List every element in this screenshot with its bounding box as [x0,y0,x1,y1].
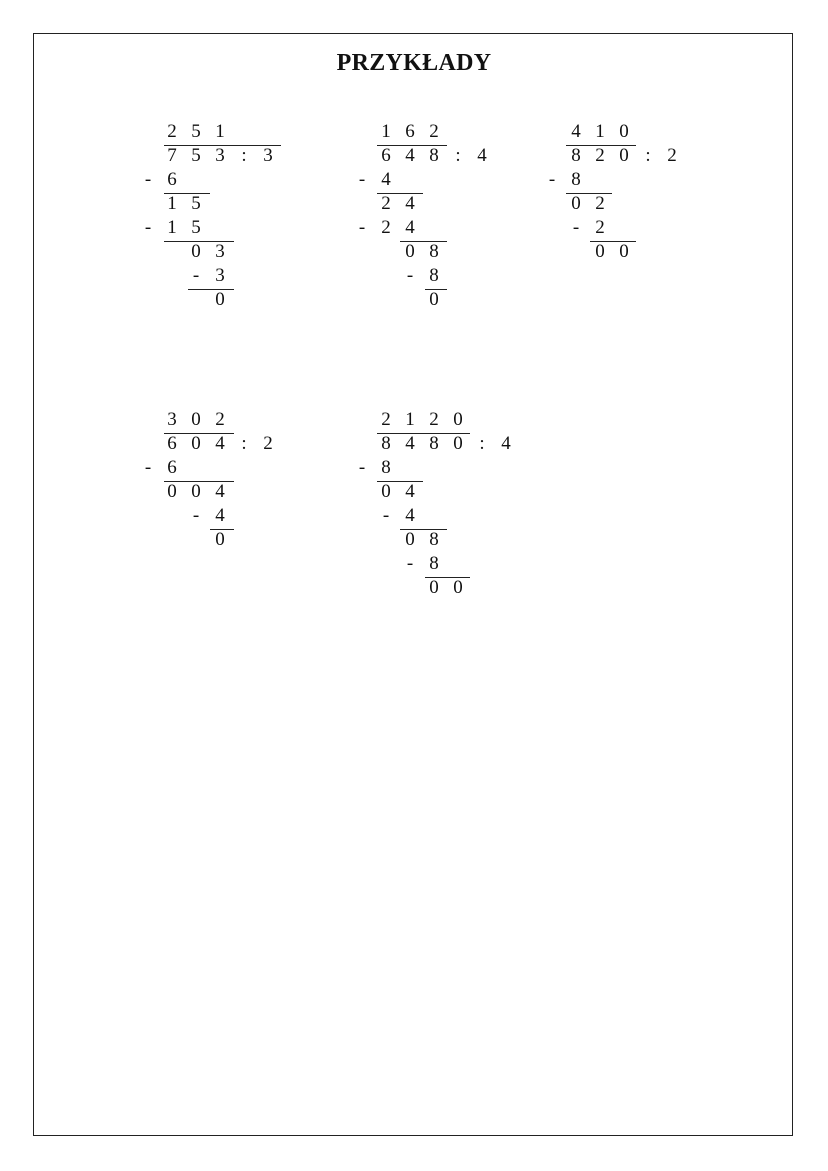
digit: 4 [405,217,415,238]
digit: 0 [405,241,415,262]
digit: 6 [167,457,177,478]
digit: 1 [405,409,415,430]
digit: 0 [453,409,463,430]
digit: 6 [167,169,177,190]
digit: 8 [429,529,439,550]
digit: 0 [191,481,201,502]
digit: 2 [429,121,439,142]
digit: 8 [381,457,391,478]
minus-sign: - [144,217,152,238]
minus-sign: - [548,169,556,190]
division-sign: : [479,433,485,454]
digit: 8 [429,145,439,166]
digit: 0 [191,433,201,454]
digit: 2 [381,193,391,214]
digit: 0 [381,481,391,502]
minus-sign: - [358,217,366,238]
minus-sign: - [192,505,200,526]
minus-sign: - [406,553,414,574]
minus-sign: - [382,505,390,526]
minus-sign: - [358,169,366,190]
digit: 0 [405,529,415,550]
division-sign: : [645,145,651,166]
digit: 0 [453,433,463,454]
digit: 0 [619,121,629,142]
minus-sign: - [358,457,366,478]
minus-sign: - [144,169,152,190]
digit: 8 [429,241,439,262]
minus-sign: - [406,265,414,286]
digit: 8 [571,145,581,166]
page-title: PRZYKŁADY [336,50,492,76]
digit: 4 [405,505,415,526]
digit: 2 [429,409,439,430]
division-sign: : [241,433,247,454]
digit: 0 [215,289,225,310]
digit: 0 [191,241,201,262]
digit: 5 [191,193,201,214]
digit: 4 [215,505,225,526]
digit: 3 [215,145,225,166]
digit: 0 [619,241,629,262]
digit: 0 [453,577,463,598]
digit: 4 [501,433,511,454]
digit: 5 [191,145,201,166]
digit: 4 [215,433,225,454]
digit: 1 [167,217,177,238]
digit: 0 [429,289,439,310]
digit: 6 [381,145,391,166]
digit: 6 [405,121,415,142]
digit: 0 [571,193,581,214]
digit: 2 [263,433,273,454]
digit: 8 [429,553,439,574]
digit: 1 [167,193,177,214]
digit: 4 [405,481,415,502]
digit: 4 [381,169,391,190]
digit: 3 [215,241,225,262]
digit: 0 [429,577,439,598]
digit: 5 [191,217,201,238]
digit: 2 [167,121,177,142]
minus-sign: - [144,457,152,478]
digit: 0 [167,481,177,502]
division-sign: : [241,145,247,166]
digit: 4 [571,121,581,142]
digit: 1 [595,121,605,142]
digit: 2 [381,217,391,238]
digit: 3 [167,409,177,430]
digit: 2 [595,217,605,238]
division-sign: : [455,145,461,166]
digit: 4 [477,145,487,166]
digit: 5 [191,121,201,142]
minus-sign: - [192,265,200,286]
digit: 6 [167,433,177,454]
page-border [33,33,793,1136]
digit: 2 [381,409,391,430]
digit: 2 [215,409,225,430]
digit: 1 [381,121,391,142]
digit: 2 [595,193,605,214]
minus-sign: - [572,217,580,238]
digit: 8 [571,169,581,190]
digit: 3 [215,265,225,286]
digit: 2 [667,145,677,166]
digit: 7 [167,145,177,166]
digit: 4 [405,145,415,166]
digit: 0 [619,145,629,166]
digit: 4 [215,481,225,502]
digit: 8 [429,265,439,286]
digit: 0 [595,241,605,262]
digit: 2 [595,145,605,166]
digit: 8 [429,433,439,454]
digit: 8 [381,433,391,454]
digit: 0 [191,409,201,430]
digit: 4 [405,193,415,214]
digit: 4 [405,433,415,454]
digit: 3 [263,145,273,166]
digit: 0 [215,529,225,550]
digit: 1 [215,121,225,142]
